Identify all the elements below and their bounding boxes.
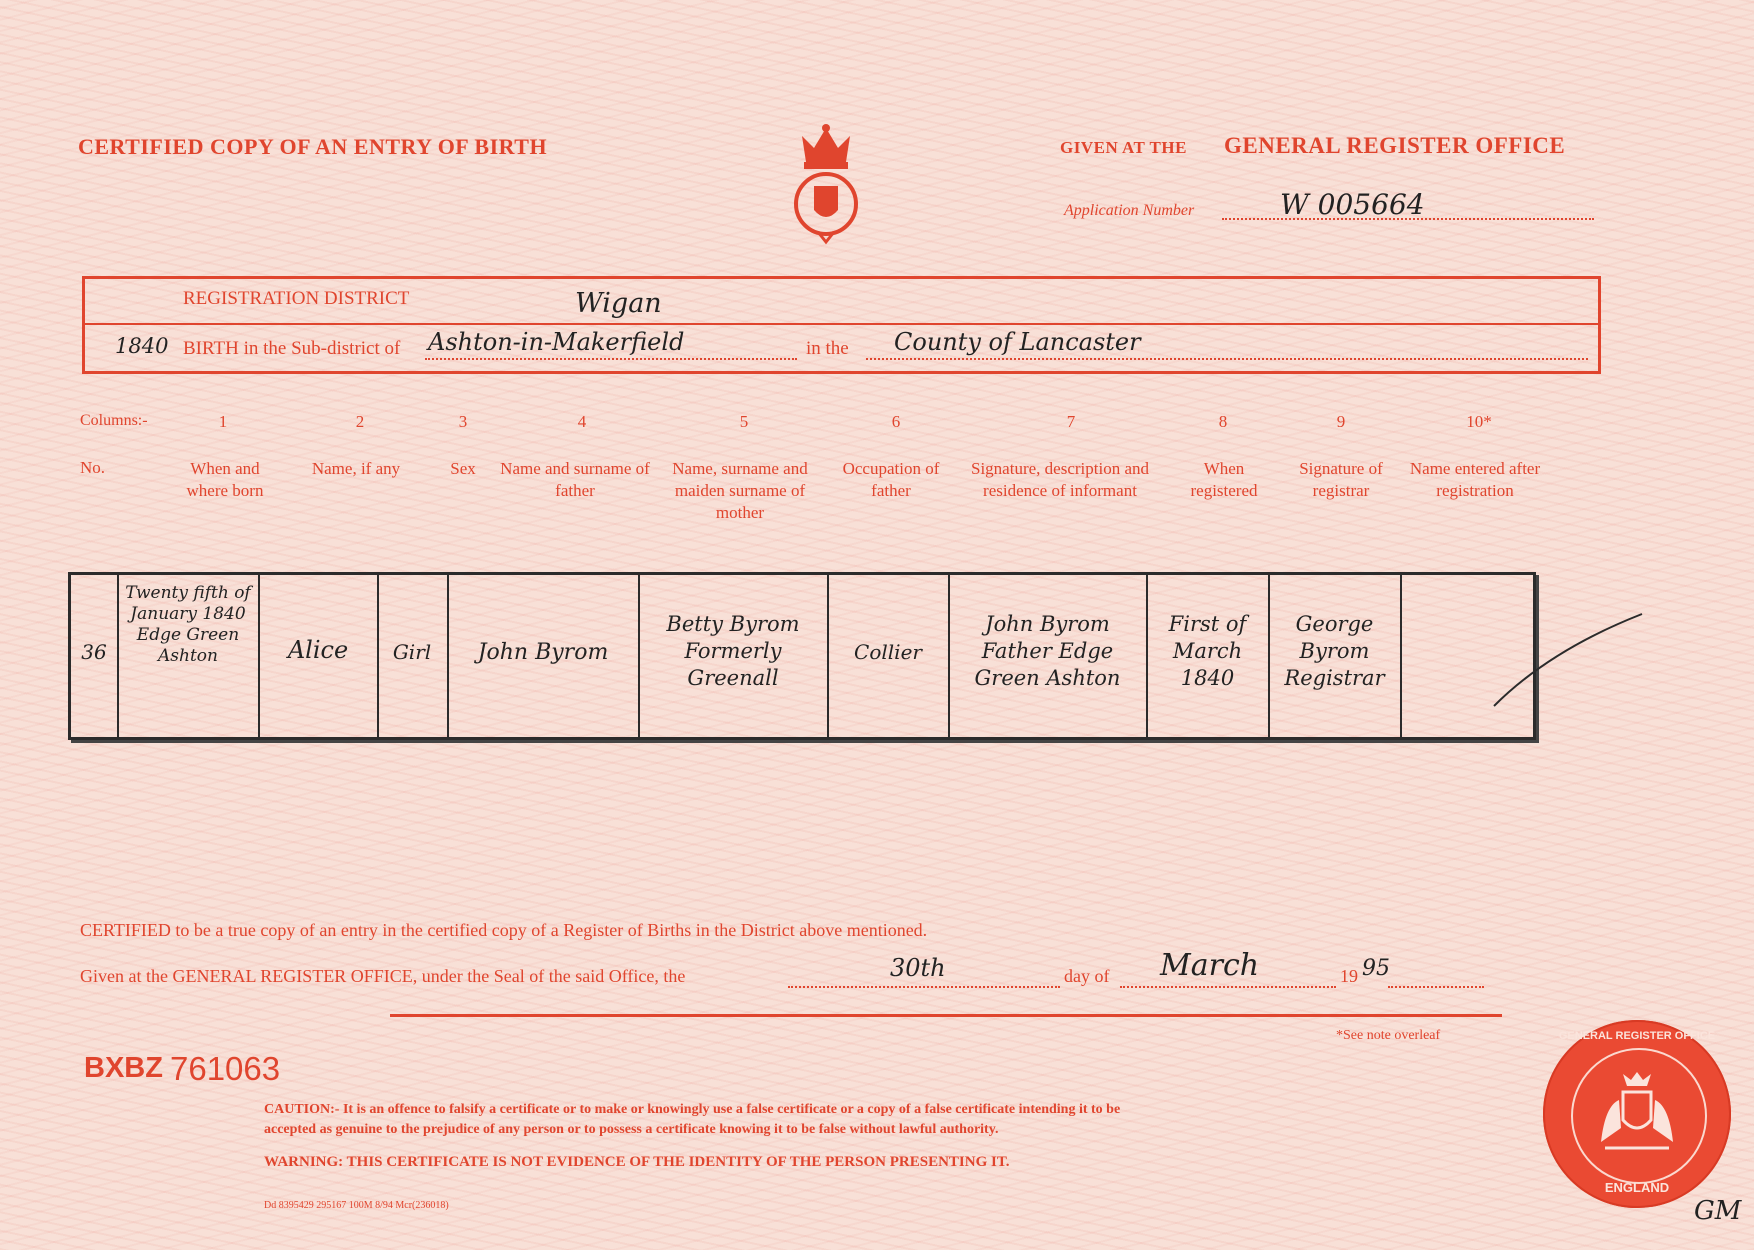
- column-header-sex: Sex: [450, 459, 476, 478]
- column-number-6: 6: [891, 412, 901, 431]
- entry-sex: Girl: [392, 640, 432, 664]
- certification-day: 30th: [890, 954, 946, 982]
- serial-number: 761063: [170, 1050, 281, 1087]
- column-number-5: 5: [739, 412, 749, 431]
- column-header-registrar: Signature of registrar: [1299, 459, 1383, 500]
- column-number-9: 9: [1336, 412, 1346, 431]
- column-header-mother: Name, surname and maiden surname of mother: [672, 459, 808, 522]
- seal-bottom-text: ENGLAND: [1604, 1180, 1670, 1195]
- entry-when-where-born: Twenty fifth of January 1840 Edge Green Ashton: [125, 583, 251, 666]
- registration-district-label: REGISTRATION DISTRICT: [183, 288, 410, 309]
- column-header-name: Name, if any: [311, 459, 401, 478]
- application-number-label: Application Number: [1064, 202, 1195, 219]
- given-at-prefix: GIVEN AT THE: [1060, 138, 1187, 157]
- warning-text: WARNING: THIS CERTIFICATE IS NOT EVIDENCE OF THE IDENTITY OF THE PERSON PRESENTING IT.: [264, 1154, 1010, 1170]
- serial-prefix: BXBZ: [84, 1052, 163, 1084]
- print-code: Dd 8395429 295167 100M 8/94 Mcr(236018): [264, 1200, 449, 1211]
- entry-no: 36: [81, 640, 107, 664]
- column-number-1: 1: [218, 412, 228, 431]
- column-number-8: 8: [1218, 412, 1228, 431]
- entry-father: John Byrom: [477, 640, 609, 665]
- column-header-informant: Signature, description and residence of informant: [971, 459, 1149, 500]
- entry-informant: John Byrom Father Edge Green Ashton: [974, 612, 1121, 690]
- year-line: [1388, 968, 1484, 988]
- column-header-no: No.: [80, 458, 106, 477]
- see-note: *See note overleaf: [1336, 1028, 1441, 1043]
- general-register-office-seal: [1543, 1020, 1731, 1208]
- seal-top-text: GENERAL REGISTER OFFICE: [1558, 1030, 1716, 1042]
- column-number-2: 2: [355, 412, 365, 431]
- registration-box-divider: [85, 323, 1598, 325]
- registration-year: 1840: [115, 334, 169, 358]
- column-header-name-after: Name entered after registration: [1409, 459, 1541, 500]
- column-number-3: 3: [458, 412, 468, 431]
- entry-registrar: George Byrom Registrar: [1284, 612, 1385, 690]
- entry-mother: Betty Byrom Formerly Greenall: [666, 612, 800, 690]
- birth-subdistrict-label: BIRTH in the Sub-district of: [183, 338, 401, 359]
- county-value: County of Lancaster: [894, 328, 1141, 356]
- entry-occupation: Collier: [854, 640, 922, 664]
- application-number-value: W 005664: [1280, 188, 1425, 221]
- certification-year-suffix: 95: [1362, 956, 1390, 981]
- registration-district-value: Wigan: [575, 288, 662, 319]
- entry-table: [68, 572, 1536, 740]
- given-at-statement: Given at the GENERAL REGISTER OFFICE, under the Seal of the said Office, the: [80, 966, 686, 986]
- certification-statement: CERTIFIED to be a true copy of an entry in the certified copy of a Register of Births in the District above mentioned.: [80, 920, 928, 940]
- office-name: GENERAL REGISTER OFFICE: [1224, 133, 1566, 158]
- royal-arms-icon: [1597, 1072, 1677, 1156]
- caution-line-2: accepted as genuine to the prejudice of any person or to possess a certificate knowing it to be false without lawful authority.: [264, 1122, 999, 1137]
- cancel-stroke: [1490, 610, 1650, 710]
- columns-label: Columns:-: [80, 412, 148, 429]
- certification-month: March: [1160, 948, 1260, 983]
- caution-line-1: CAUTION:- It is an offence to falsify a certificate or to make or knowingly use a false certificate or a copy of a false certificate intending it to be: [264, 1102, 1121, 1117]
- separator-rule: [390, 1014, 1502, 1017]
- subdistrict-value: Ashton-in-Makerfield: [428, 328, 685, 356]
- column-number-10: 10*: [1466, 412, 1492, 431]
- column-number-4: 4: [577, 412, 587, 431]
- column-header-father: Name and surname of father: [500, 459, 650, 500]
- in-the-label: in the: [806, 338, 849, 359]
- column-header-when-where-born: When and where born: [186, 459, 264, 500]
- column-number-7: 7: [1066, 412, 1076, 431]
- royal-crest-icon: [792, 122, 860, 246]
- certification-year-prefix: 19: [1340, 966, 1358, 986]
- certificate-title: CERTIFIED COPY OF AN ENTRY OF BIRTH: [78, 134, 548, 159]
- column-header-occupation: Occupation of father: [842, 459, 940, 500]
- column-header-when-registered: When registered: [1190, 459, 1258, 500]
- officer-initials: GM: [1694, 1196, 1742, 1226]
- day-of-label: day of: [1064, 966, 1110, 986]
- entry-name: Alice: [287, 636, 349, 664]
- entry-when-registered: First of March 1840: [1168, 612, 1247, 690]
